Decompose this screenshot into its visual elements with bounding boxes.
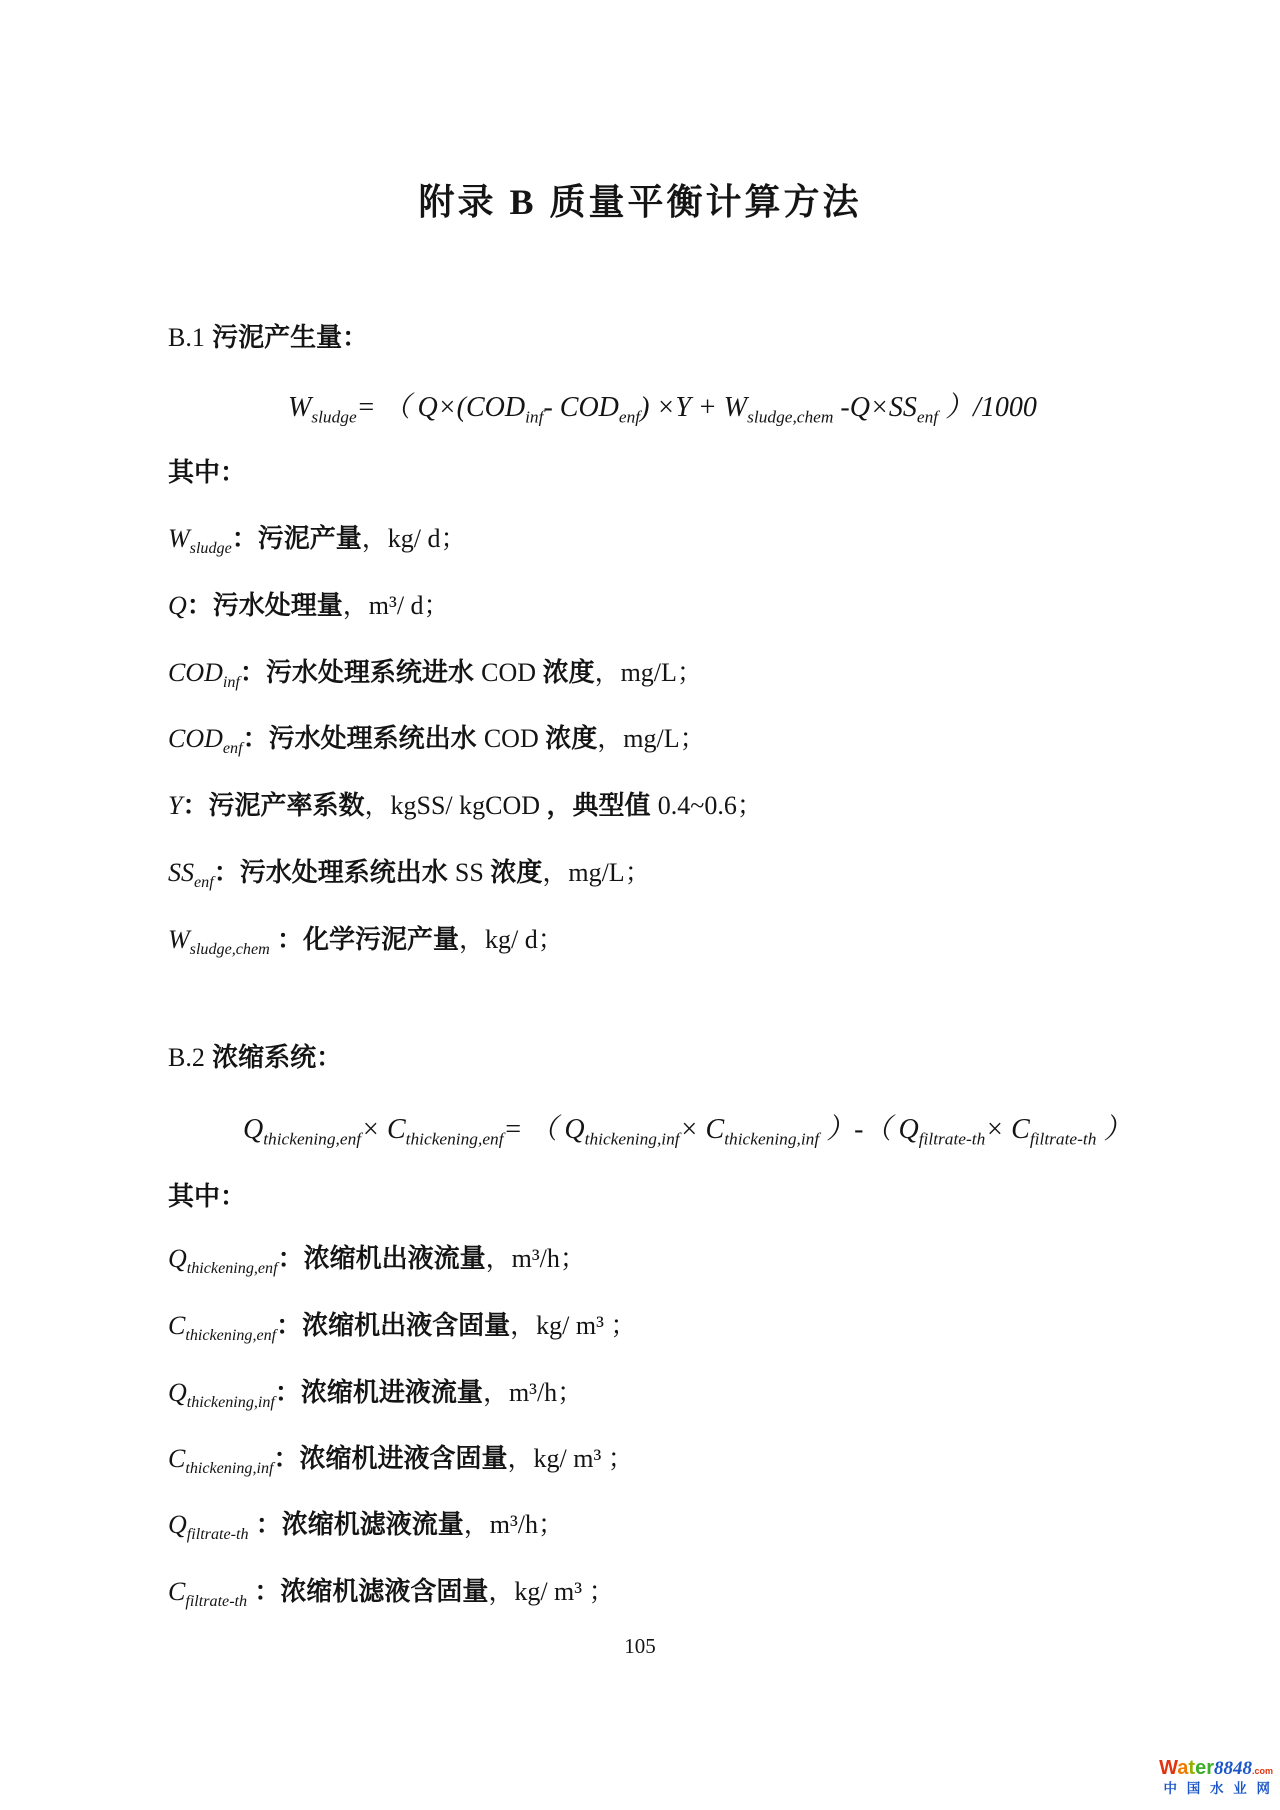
page-number: 105 — [624, 1634, 656, 1658]
definition-c-thickening-enf: $C_{thickening,enf}$：浓缩机出液含固量，kg/ m³ ； — [168, 1310, 637, 1345]
formula-thickening-balance: $Q_{thickening,enf}\times C_{thickening,enf}=$ （ $Q_{thickening,inf}\times C_{thickening,inf}$ ）-（ $Q_{filtrate-th}\times C_{filtrate-th}$ ） — [243, 1114, 1132, 1149]
section-b1-heading: B.1 污泥产生量： — [168, 322, 369, 352]
definition-ss-enf: $SS_{enf}$：污水处理系统出水 SS 浓度，mg/L； — [168, 857, 651, 892]
definition-w-sludge: $W_{sludge}$：污泥产量，kg/ d； — [168, 523, 467, 558]
water8848-logo — [1159, 1752, 1273, 1796]
definition-q-thickening-inf: $Q_{thickening,inf}$：浓缩机进液流量，m³/h； — [168, 1377, 584, 1412]
logo-subtitle: 中 国 水 业 网 — [1163, 1780, 1273, 1796]
definition-cod-inf: $COD_{inf}$：污水处理系统进水 COD 浓度，mg/L； — [168, 657, 703, 692]
definition-q-thickening-enf: $Q_{thickening,enf}$：浓缩机出液流量，m³/h； — [168, 1243, 586, 1278]
definition-cod-enf: $COD_{enf}$：污水处理系统出水 COD 浓度，mg/L； — [168, 723, 706, 758]
page-title: 附录 B 质量平衡计算方法 — [418, 181, 862, 222]
definition-q-filtrate-th: $Q_{filtrate-th}$ ：浓缩机滤液流量，m³/h； — [168, 1509, 565, 1544]
where-label-b2: 其中： — [168, 1181, 247, 1211]
definition-c-filtrate-th: $C_{filtrate-th}$ ：浓缩机滤液含固量，kg/ m³ ； — [168, 1576, 615, 1611]
definition-c-thickening-inf: $C_{thickening,inf}$：浓缩机进液含固量，kg/ m³ ； — [168, 1443, 634, 1478]
logo-wordmark: Water8848.com — [1159, 1757, 1273, 1779]
definition-q: Q：污水处理量，m³/ d； — [168, 590, 450, 620]
section-b2-heading: B.2 浓缩系统： — [168, 1042, 343, 1072]
definition-y: Y：污泥产率系数，kgSS/ kgCOD ，典型值 0.4~0.6； — [168, 790, 763, 820]
formula-sludge-production: $W_{sludge}=$ （ $Q\times(COD_{inf}-$ $COD_{enf}) \times Y + W_{sludge,chem}$ $-Q\times SS_{enf}$ ）/1000 — [288, 392, 1037, 427]
where-label-b1: 其中： — [168, 457, 247, 487]
definition-w-sludge-chem: $W_{sludge,chem}$ ：化学污泥产量，kg/ d； — [168, 924, 564, 959]
